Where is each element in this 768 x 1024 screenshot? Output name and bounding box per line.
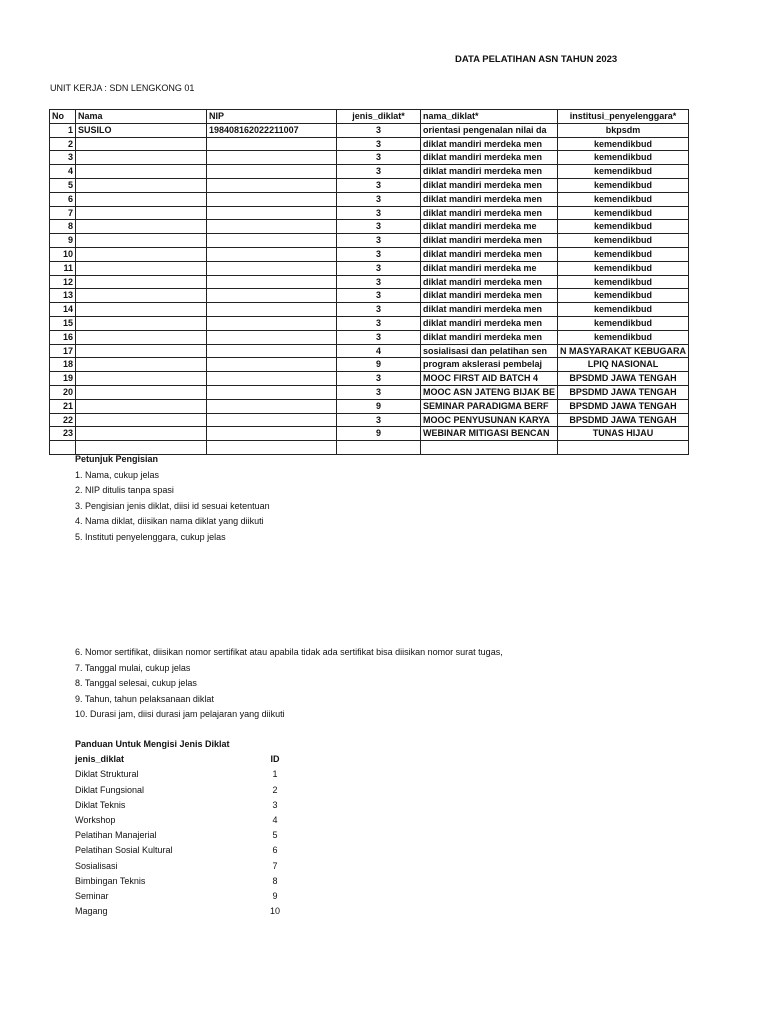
cell-nip <box>207 316 337 330</box>
cell-institusi: N MASYARAKAT KEBUGARA <box>558 344 689 358</box>
cell-institusi: kemendikbud <box>558 261 689 275</box>
panduan-jenis-name: Diklat Teknis <box>75 799 126 810</box>
panduan-jenis-name: Pelatihan Sosial Kultural <box>75 845 173 856</box>
panduan-jenis-id: 5 <box>272 830 278 841</box>
cell-no: 12 <box>50 275 76 289</box>
cell-institusi: kemendikbud <box>558 137 689 151</box>
table-row <box>50 261 689 275</box>
header-nama: Nama <box>76 110 207 124</box>
cell-nip <box>207 206 337 220</box>
panduan-col-name: jenis_diklat <box>75 754 125 765</box>
table-row <box>50 192 689 206</box>
cell-nama <box>76 330 207 344</box>
cell-nama <box>76 165 207 179</box>
cell-institusi: BPSDMD JAWA TENGAH <box>558 413 689 427</box>
cell-nama-diklat: sosialisasi dan pelatihan sen <box>421 344 558 358</box>
table-row <box>50 303 689 317</box>
cell-no: 7 <box>50 206 76 220</box>
cell-nip <box>207 289 337 303</box>
cell-nip <box>207 234 337 248</box>
cell-nip <box>207 261 337 275</box>
cell-nip <box>207 330 337 344</box>
petunjuk-item: 7. Tanggal mulai, cukup jelas <box>75 662 191 673</box>
panduan-jenis-id: 6 <box>272 845 278 856</box>
table-row <box>50 275 689 289</box>
cell-nama-diklat: diklat mandiri merdeka men <box>421 247 558 261</box>
panduan-section <box>75 737 285 919</box>
cell-nama <box>76 247 207 261</box>
cell-no: 16 <box>50 330 76 344</box>
table-row <box>50 413 689 427</box>
cell-nama <box>76 303 207 317</box>
table-row <box>50 316 689 330</box>
table-row <box>50 220 689 234</box>
cell-no: 13 <box>50 289 76 303</box>
cell-institusi: kemendikbud <box>558 303 689 317</box>
cell-nama-diklat: program akslerasi pembelaj <box>421 358 558 372</box>
panduan-header-row <box>75 752 285 767</box>
cell-nama <box>76 399 207 413</box>
cell-jenis-diklat: 3 <box>337 413 421 427</box>
panduan-jenis-id: 4 <box>272 815 278 825</box>
cell-nama <box>76 289 207 303</box>
table-row <box>50 151 689 165</box>
cell-no: 3 <box>50 151 76 165</box>
cell-nip <box>207 165 337 179</box>
cell-nama-diklat: diklat mandiri merdeka men <box>421 178 558 192</box>
panduan-row <box>75 828 285 843</box>
cell-nama <box>76 344 207 358</box>
cell-nama-diklat: MOOC PENYUSUNAN KARYA <box>421 413 558 427</box>
cell-nama-diklat: diklat mandiri merdeka men <box>421 316 558 330</box>
header-no: No <box>50 110 76 124</box>
cell-nama-diklat: diklat mandiri merdeka men <box>421 303 558 317</box>
petunjuk-heading: Petunjuk Pengisian <box>75 454 159 464</box>
unit-kerja-label: UNIT KERJA : SDN LENGKONG 01 <box>50 83 195 93</box>
cell-jenis-diklat: 3 <box>337 165 421 179</box>
cell-nama <box>76 151 207 165</box>
cell-institusi: kemendikbud <box>558 289 689 303</box>
cell-no: 11 <box>50 261 76 275</box>
cell-no: 21 <box>50 399 76 413</box>
cell-nip: 198408162022211007 <box>207 123 337 137</box>
cell-nama <box>76 192 207 206</box>
table-row <box>50 344 689 358</box>
cell-nama <box>76 358 207 372</box>
panduan-jenis-name: Diklat Struktural <box>75 769 139 780</box>
petunjuk-item: 8. Tanggal selesai, cukup jelas <box>75 678 197 688</box>
petunjuk-item: 1. Nama, cukup jelas <box>75 469 160 480</box>
cell-jenis-diklat: 9 <box>337 427 421 441</box>
cell-nama <box>76 234 207 248</box>
cell-jenis-diklat: 3 <box>337 151 421 165</box>
table-row <box>50 330 689 344</box>
cell-nama-diklat: diklat mandiri merdeka men <box>421 275 558 289</box>
petunjuk-item: 4. Nama diklat, diisikan nama diklat yang diikuti <box>75 516 264 526</box>
filler-cell <box>50 441 76 455</box>
cell-institusi: kemendikbud <box>558 234 689 248</box>
cell-nama-diklat: diklat mandiri merdeka men <box>421 206 558 220</box>
cell-no: 9 <box>50 234 76 248</box>
table-row <box>50 385 689 399</box>
panduan-jenis-name: Workshop <box>75 815 116 825</box>
petunjuk-section <box>75 452 270 545</box>
cell-institusi: kemendikbud <box>558 316 689 330</box>
petunjuk-item: 10. Durasi jam, diisi durasi jam pelajaran yang diikuti <box>75 709 285 719</box>
cell-institusi: kemendikbud <box>558 275 689 289</box>
table-row <box>50 123 689 137</box>
cell-institusi: BPSDMD JAWA TENGAH <box>558 372 689 386</box>
panduan-row <box>75 767 285 782</box>
header-jenis-diklat: jenis_diklat* <box>337 110 421 124</box>
panduan-row <box>75 798 285 813</box>
cell-nama <box>76 275 207 289</box>
table-row <box>50 165 689 179</box>
cell-no: 6 <box>50 192 76 206</box>
cell-nama-diklat: diklat mandiri merdeka men <box>421 151 558 165</box>
cell-no: 5 <box>50 178 76 192</box>
cell-nama-diklat: diklat mandiri merdeka me <box>421 220 558 234</box>
petunjuk-item: 9. Tahun, tahun pelaksanaan diklat <box>75 693 214 704</box>
petunjuk-item: 6. Nomor sertifikat, diisikan nomor sertifikat atau apabila tidak ada sertifikat bisa diisikan nomor surat tugas, <box>75 647 503 657</box>
cell-institusi: kemendikbud <box>558 220 689 234</box>
cell-nip <box>207 372 337 386</box>
cell-nip <box>207 413 337 427</box>
panduan-jenis-id: 10 <box>269 906 280 917</box>
cell-nama-diklat: diklat mandiri merdeka me <box>421 261 558 275</box>
cell-nama <box>76 316 207 330</box>
cell-institusi: kemendikbud <box>558 330 689 344</box>
cell-no: 14 <box>50 303 76 317</box>
cell-nama <box>76 427 207 441</box>
panduan-row <box>75 889 285 904</box>
panduan-jenis-name: Sosialisasi <box>75 860 118 871</box>
cell-institusi: kemendikbud <box>558 178 689 192</box>
cell-nip <box>207 247 337 261</box>
cell-institusi: kemendikbud <box>558 151 689 165</box>
cell-nama-diklat: WEBINAR MITIGASI BENCAN <box>421 427 558 441</box>
cell-jenis-diklat: 3 <box>337 330 421 344</box>
cell-jenis-diklat: 3 <box>337 220 421 234</box>
cell-no: 18 <box>50 358 76 372</box>
cell-jenis-diklat: 3 <box>337 303 421 317</box>
cell-jenis-diklat: 4 <box>337 344 421 358</box>
cell-jenis-diklat: 3 <box>337 289 421 303</box>
panduan-row <box>75 843 285 858</box>
cell-nip <box>207 358 337 372</box>
training-data-table <box>49 109 689 455</box>
cell-nip <box>207 385 337 399</box>
cell-nama-diklat: SEMINAR PARADIGMA BERF <box>421 399 558 413</box>
panduan-jenis-id: 8 <box>272 875 278 886</box>
cell-nip <box>207 399 337 413</box>
cell-institusi: LPIQ NASIONAL <box>558 358 689 372</box>
cell-jenis-diklat: 3 <box>337 178 421 192</box>
table-row <box>50 372 689 386</box>
cell-nip <box>207 178 337 192</box>
table-row <box>50 427 689 441</box>
panduan-row <box>75 813 285 828</box>
cell-institusi: kemendikbud <box>558 192 689 206</box>
cell-jenis-diklat: 3 <box>337 206 421 220</box>
filler-cell <box>558 441 689 455</box>
cell-jenis-diklat: 3 <box>337 275 421 289</box>
table-row <box>50 137 689 151</box>
petunjuk-item: 3. Pengisian jenis diklat, diisi id sesuai ketentuan <box>75 500 270 511</box>
cell-nama-diklat: orientasi pengenalan nilai da <box>421 123 558 137</box>
panduan-jenis-id: 3 <box>272 799 278 810</box>
cell-no: 1 <box>50 123 76 137</box>
table-row <box>50 289 689 303</box>
cell-jenis-diklat: 3 <box>337 192 421 206</box>
cell-nama-diklat: diklat mandiri merdeka men <box>421 289 558 303</box>
cell-no: 20 <box>50 385 76 399</box>
panduan-heading: Panduan Untuk Mengisi Jenis Diklat <box>75 739 230 749</box>
cell-institusi: kemendikbud <box>558 206 689 220</box>
cell-no: 23 <box>50 427 76 441</box>
cell-institusi: BPSDMD JAWA TENGAH <box>558 385 689 399</box>
cell-institusi: BPSDMD JAWA TENGAH <box>558 399 689 413</box>
cell-institusi: TUNAS HIJAU <box>558 427 689 441</box>
panduan-jenis-name: Bimbingan Teknis <box>75 875 146 886</box>
cell-nip <box>207 344 337 358</box>
cell-nip <box>207 303 337 317</box>
cell-nama-diklat: diklat mandiri merdeka men <box>421 330 558 344</box>
cell-no: 4 <box>50 165 76 179</box>
cell-no: 10 <box>50 247 76 261</box>
cell-nip <box>207 427 337 441</box>
cell-nama <box>76 206 207 220</box>
cell-no: 19 <box>50 372 76 386</box>
filler-cell <box>337 441 421 455</box>
cell-nama-diklat: MOOC FIRST AID BATCH 4 <box>421 372 558 386</box>
cell-no: 22 <box>50 413 76 427</box>
document-title: DATA PELATIHAN ASN TAHUN 2023 <box>455 54 618 65</box>
cell-nip <box>207 137 337 151</box>
cell-nip <box>207 151 337 165</box>
cell-institusi: kemendikbud <box>558 247 689 261</box>
panduan-jenis-id: 9 <box>272 891 278 902</box>
cell-nama <box>76 261 207 275</box>
cell-jenis-diklat: 9 <box>337 399 421 413</box>
cell-no: 8 <box>50 220 76 234</box>
panduan-row <box>75 783 285 798</box>
cell-no: 2 <box>50 137 76 151</box>
header-institusi: institusi_penyelenggara* <box>558 110 689 124</box>
cell-institusi: kemendikbud <box>558 165 689 179</box>
panduan-jenis-name: Pelatihan Manajerial <box>75 830 157 841</box>
cell-jenis-diklat: 3 <box>337 123 421 137</box>
cell-jenis-diklat: 3 <box>337 137 421 151</box>
cell-institusi: bkpsdm <box>558 123 689 137</box>
table-row <box>50 358 689 372</box>
panduan-jenis-name: Magang <box>75 906 108 917</box>
panduan-row <box>75 904 285 919</box>
table-header-row <box>50 110 689 124</box>
panduan-jenis-name: Diklat Fungsional <box>75 784 145 795</box>
table-row <box>50 234 689 248</box>
cell-nip <box>207 275 337 289</box>
panduan-jenis-id: 1 <box>272 769 278 780</box>
cell-nama <box>76 385 207 399</box>
filler-cell <box>421 441 558 455</box>
cell-nama <box>76 413 207 427</box>
cell-jenis-diklat: 3 <box>337 247 421 261</box>
cell-jenis-diklat: 3 <box>337 316 421 330</box>
cell-nama-diklat: MOOC ASN JATENG BIJAK BE <box>421 385 558 399</box>
cell-nama <box>76 137 207 151</box>
cell-nama <box>76 372 207 386</box>
panduan-col-id: ID <box>270 754 280 765</box>
cell-nip <box>207 192 337 206</box>
panduan-jenis-name: Seminar <box>75 891 109 902</box>
header-nip: NIP <box>207 110 337 124</box>
cell-nama <box>76 220 207 234</box>
cell-nama-diklat: diklat mandiri merdeka men <box>421 192 558 206</box>
cell-nama: SUSILO <box>76 123 207 137</box>
header-nama-diklat: nama_diklat* <box>421 110 558 124</box>
petunjuk-continued <box>75 645 503 723</box>
cell-jenis-diklat: 3 <box>337 261 421 275</box>
cell-no: 15 <box>50 316 76 330</box>
cell-jenis-diklat: 9 <box>337 358 421 372</box>
panduan-jenis-id: 7 <box>272 860 278 871</box>
panduan-jenis-id: 2 <box>272 784 278 795</box>
table-row <box>50 178 689 192</box>
petunjuk-item: 5. Instituti penyelenggara, cukup jelas <box>75 531 226 542</box>
panduan-row <box>75 859 285 874</box>
table-row <box>50 399 689 413</box>
cell-nama-diklat: diklat mandiri merdeka men <box>421 137 558 151</box>
table-row <box>50 247 689 261</box>
cell-nama-diklat: diklat mandiri merdeka men <box>421 165 558 179</box>
cell-nip <box>207 220 337 234</box>
cell-jenis-diklat: 3 <box>337 234 421 248</box>
cell-no: 17 <box>50 344 76 358</box>
panduan-row <box>75 874 285 889</box>
cell-jenis-diklat: 3 <box>337 385 421 399</box>
cell-jenis-diklat: 3 <box>337 372 421 386</box>
table-row <box>50 206 689 220</box>
petunjuk-item: 2. NIP ditulis tanpa spasi <box>75 485 174 495</box>
cell-nama-diklat: diklat mandiri merdeka men <box>421 234 558 248</box>
panduan-table <box>75 752 285 919</box>
cell-nama <box>76 178 207 192</box>
